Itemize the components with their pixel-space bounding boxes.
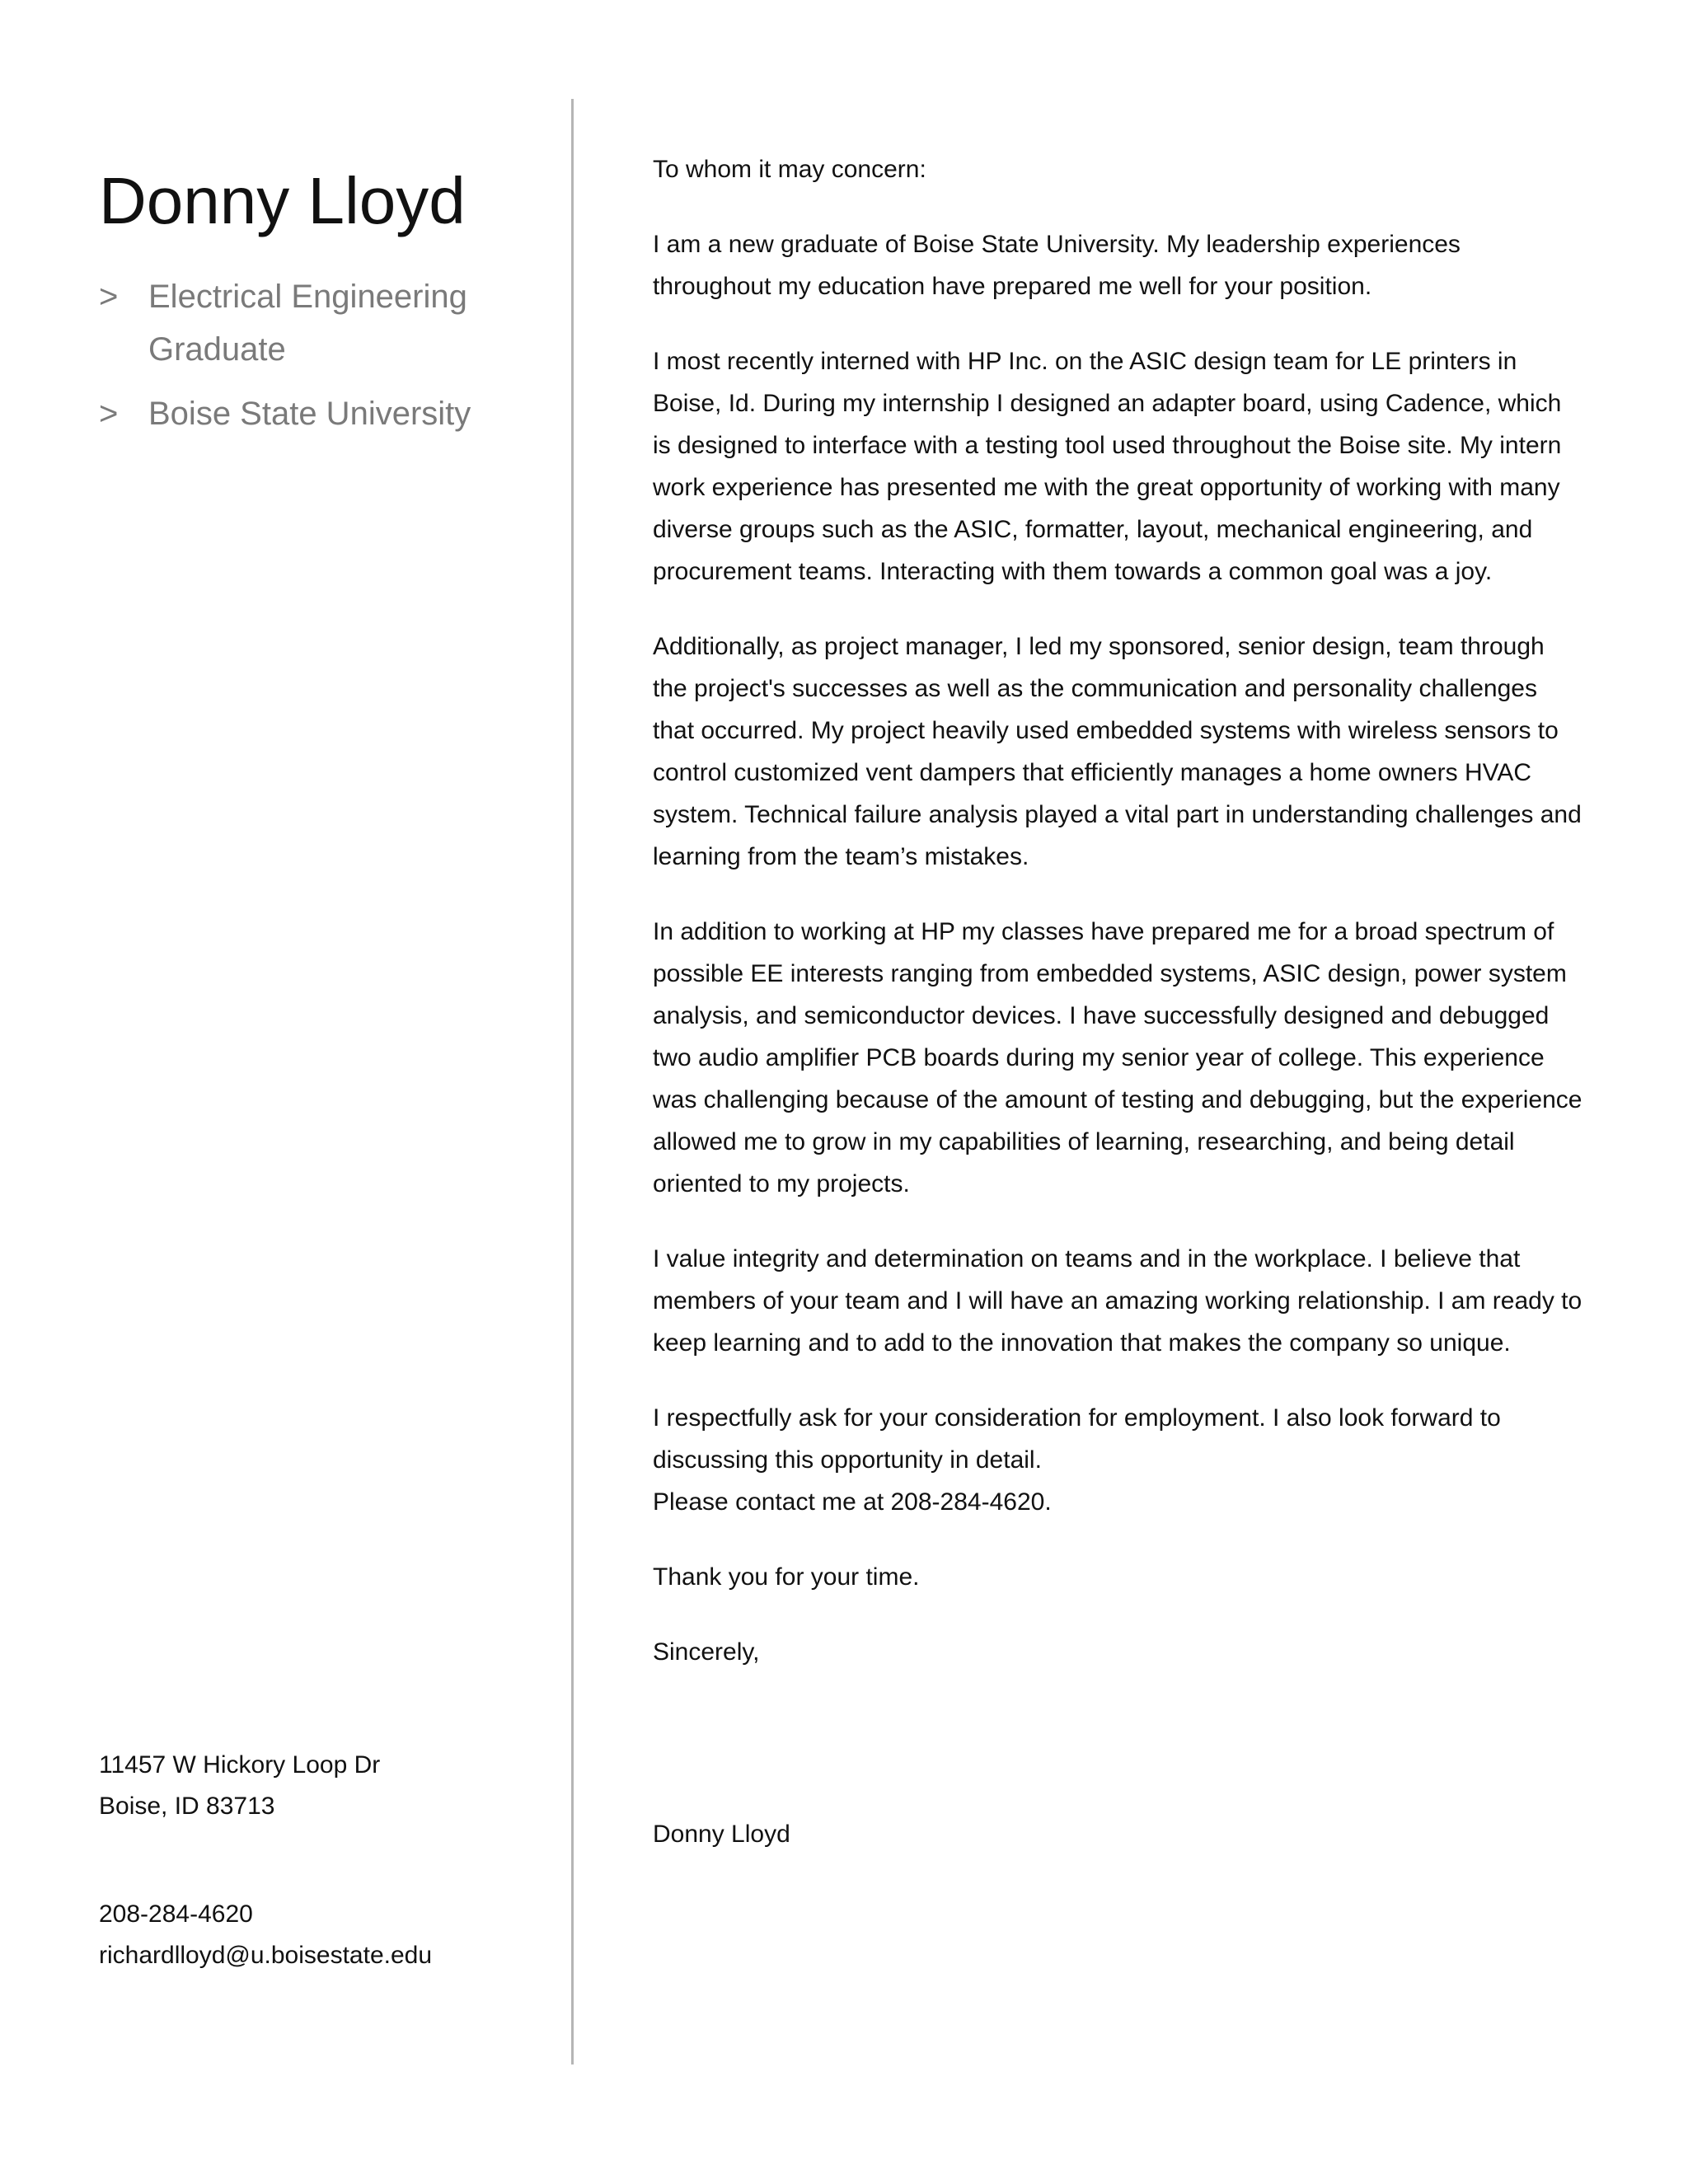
subtitle-list	[99, 270, 528, 440]
phone-number: 208-284-4620	[99, 1900, 253, 1928]
thanks-line: Thank you for your time.	[653, 1563, 920, 1591]
salutation: To whom it may concern:	[653, 156, 926, 183]
contact-request: Please contact me at 208-284-4620.	[653, 1488, 1052, 1516]
address-line-1: 11457 W Hickory Loop Dr	[99, 1751, 381, 1779]
paragraph-coursework: In addition to working at HP my classes have prepared me for a broad spectrum of possible EE interests ranging from embedded systems, ASIC design, power system analysis, and semiconductor devices. I have successfully designed and debugged two audio amplifier PCB boards during my senior year of college. This experience was challenging because of the amount of testing and debugging, but the experience allowed me to grow in my capabilities of learning, researching, and being detail oriented to my projects.	[653, 918, 1582, 1197]
signature-name: Donny Lloyd	[653, 1821, 790, 1848]
chevron-right-icon: >	[99, 396, 119, 432]
subtitle-item-school	[99, 387, 528, 440]
school-label: Boise State University	[148, 396, 471, 432]
paragraph-values: I value integrity and determination on teams and in the workplace. I believe that members of your team and I will have an amazing working relationship. I am ready to keep learning and to add to the innovation that makes the company so unique.	[653, 1245, 1582, 1357]
paragraph-intro: I am a new graduate of Boise State University. My leadership experiences throughout my education have prepared me well for your position.	[653, 231, 1461, 300]
email-address: richardlloyd@u.boisestate.edu	[99, 1942, 433, 1969]
sidebar	[99, 165, 528, 452]
address-line-2: Boise, ID 83713	[99, 1793, 275, 1820]
chevron-right-icon: >	[99, 279, 119, 315]
letter-body	[653, 148, 1584, 1855]
applicant-name: Donny Lloyd	[99, 164, 466, 237]
closing: Sincerely,	[653, 1638, 760, 1666]
subtitle-item-degree	[99, 270, 528, 376]
contact-block	[99, 1894, 528, 1976]
consideration-text: I respectfully ask for your consideration for employment. I also look forward to discussing this opportunity in detail.	[653, 1404, 1501, 1474]
paragraph-consideration	[653, 1397, 1584, 1523]
paragraph-internship: I most recently interned with HP Inc. on the ASIC design team for LE printers in Boise, Id. During my internship I designed an adapter board, using Cadence, which is designed to interface with a testing tool used throughout the Boise site. My intern work experience has presented me with the great opportunity of working with many diverse groups such as the ASIC, formatter, layout, mechanical engineering, and procurement teams. Interacting with them towards a common goal was a joy.	[653, 348, 1562, 585]
degree-label: Electrical Engineering Graduate	[148, 279, 467, 368]
vertical-divider	[571, 99, 574, 2064]
paragraph-project: Additionally, as project manager, I led my sponsored, senior design, team through the project's successes as well as the communication and personality challenges that occurred. My project heavily used embedded systems with wireless sensors to control customized vent dampers that efficiently manages a home owners HVAC system. Technical failure analysis played a vital part in understanding challenges and learning from the team’s mistakes.	[653, 633, 1582, 870]
address-block	[99, 1745, 528, 1827]
